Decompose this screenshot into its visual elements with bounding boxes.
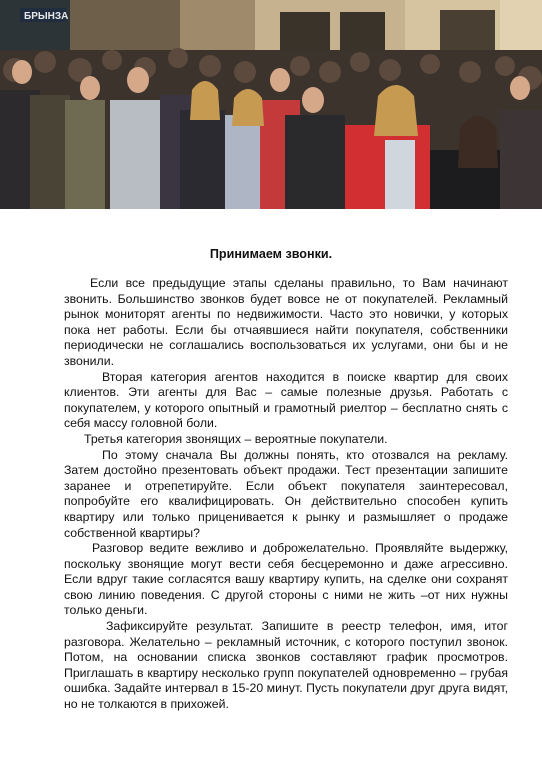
paragraph: Вторая категория агентов находится в поиске квартир для своих клиентов. Эти агенты для Вас – самые полезные друзья. Работать с покупателем, у которого опытный и грамотный риелтор – бесплатно снять с себя массу головной боли. bbox=[64, 369, 508, 431]
article-body bbox=[64, 276, 508, 713]
paragraph: По этому сначала Вы должны понять, кто отозвался на рекламу. Затем достойно презентовать объект продажи. Тест презентации запишите заранее и отрепетируйте. Если объект покупателя заинтересовал, попробуйте его квалифицировать. Он действительно способен купить квартиру или только приценивается к рынку и размышляет о продаже собственной квартиры? bbox=[64, 447, 508, 540]
paragraph: Разговор ведите вежливо и доброжелательно. Проявляйте выдержку, поскольку звонящие могут вести себя бесцеремонно и даже агрессивно. Если вдруг такие согласятся вашу квартиру купить, на сделке они сохранят свою линию поведения. С другой стороны с ними не жить –от них нужны только деньги. bbox=[64, 541, 508, 618]
crowd-photo bbox=[0, 0, 542, 209]
paragraph: Если все предыдущие этапы сделаны правильно, то Вам начинают звонить. Большинство звонков будет вовсе не от покупателей. Рекламный рынок мониторят агенты по недвижимости. Часто это новички, у которых пока нет работы. Если бы отчаявшиеся найти покупателя, собственники периодически не соглашались воспользоваться их услугами, они бы и не звонили. bbox=[64, 276, 508, 368]
crowd-illustration bbox=[0, 0, 542, 209]
shop-sign-text: БРЫНЗА bbox=[24, 11, 69, 22]
section-title: Принимаем звонки. bbox=[209, 247, 333, 261]
paragraph: Зафиксируйте результат. Запишите в реестр телефон, имя, итог разговора. Желательно – рекламный источник, с которого поступил звонок. Потом, на основании списка звонков составляют график просмотров. Приглашать в квартиру несколько групп покупателей одновременно – грубая ошибка. Задайте интервал в 15-20 минут. Пусть покупатели друг друга видят, но не толкаются в прихожей. bbox=[64, 619, 508, 712]
paragraph: Третья категория звонящих – вероятные покупатели. bbox=[84, 431, 388, 446]
